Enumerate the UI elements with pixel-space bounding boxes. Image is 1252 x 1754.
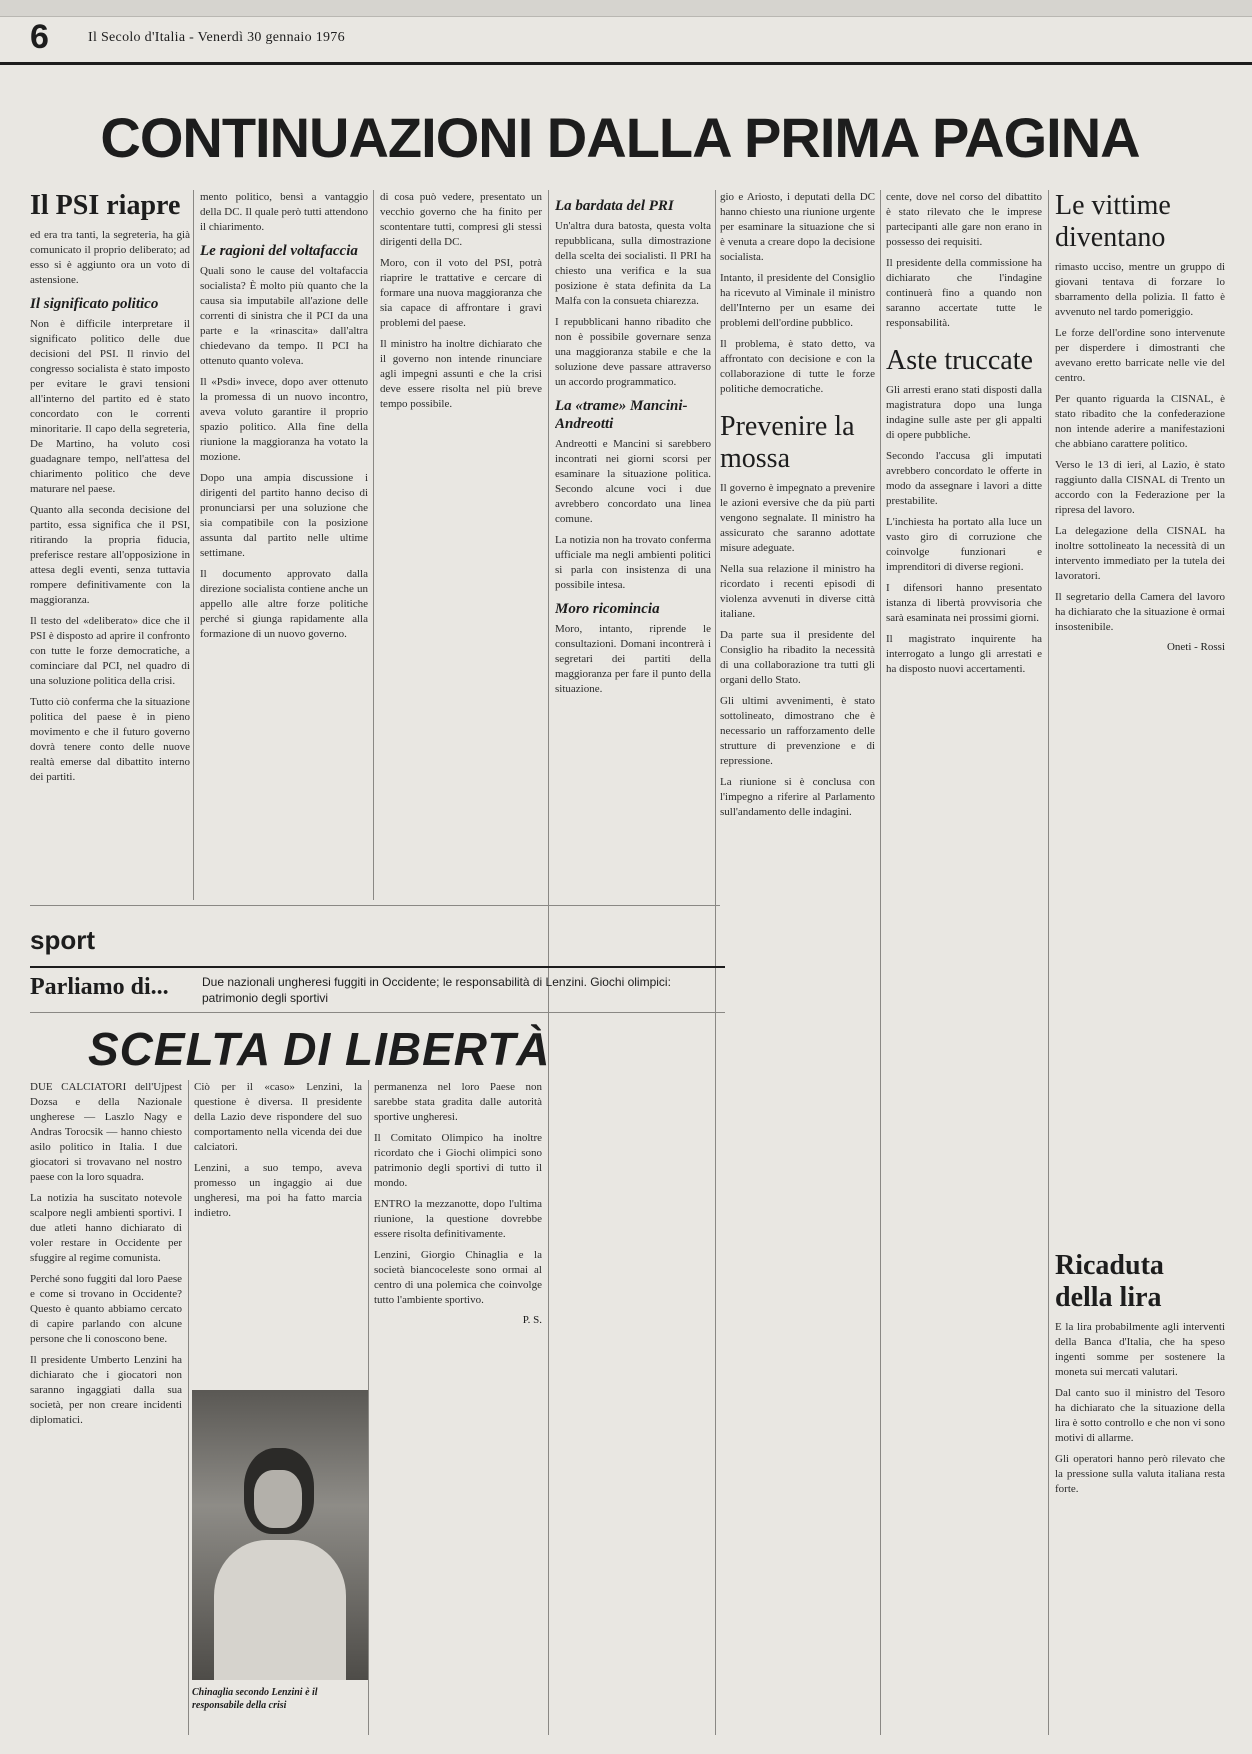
column-rule	[1048, 190, 1049, 1735]
article-aste-truccate	[886, 190, 1042, 1730]
sport-column-2	[194, 1080, 362, 1380]
article-paragraph: Ciò per il «caso» Lenzini, la questione è diversa. Il presidente della Lazio deve rispondere del suo comportamento nella vicenda dei due calciatori.	[194, 1081, 362, 1153]
article-signature: P. S.	[522, 1314, 542, 1326]
column-rule	[188, 1080, 189, 1735]
article-paragraph: Andreotti e Mancini si sarebbero incontrati nei giorni scorsi per esaminare la situazione politica. Secondo alcune voci i due avrebbero concordato una linea comune.	[555, 437, 711, 525]
article-title: Ricaduta della lira	[1055, 1250, 1164, 1314]
article-paragraph: Lenzini, Giorgio Chinaglia e la società biancoceleste sono ormai al centro di una polemica che coinvolge tutto l'ambiente sportivo.	[374, 1249, 542, 1306]
article-subhead: Le ragioni del voltafaccia	[200, 243, 358, 259]
article-paragraph: Gli arresti erano stati disposti dalla magistratura dopo una lunga indagine sulle aste per gli appalti di opere pubbliche.	[886, 384, 1042, 442]
article-paragraph: Quanto alla seconda decisione del partito, essa significa che il PSI, ritirando la propria fiducia, preferisce restare all'opposizione in attesa degli eventi, senza tuttavia rompere definitivamente con la maggioranza.	[30, 504, 190, 607]
article-subhead: Il significato politico	[30, 296, 159, 313]
article-title: Il PSI riapre	[30, 190, 181, 221]
column-rule	[715, 190, 716, 1735]
article-paragraph: E la lira probabilmente agli interventi della Banca d'Italia, che ha speso ingenti somme per sostenere la moneta sui mercati valutari.	[1055, 1321, 1225, 1379]
article-lead: ed era tra tanti, la segreteria, ha già comunicato il proprio deliberato; ad esso si è aggiunto ora un voto di astensione.	[30, 229, 190, 287]
column-rule	[880, 190, 881, 1735]
sport-deck: Due nazionali ungheresi fuggiti in Occidente; le responsabilità di Lenzini. Giochi olimpici: patrimonio degli sportivi	[202, 975, 671, 1005]
article-paragraph: Il governo è impegnato a prevenire le azioni eversive che da più parti vengono segnalate. Il ministro ha assicurato che saranno adottate misure adeguate.	[720, 482, 875, 555]
article-subhead: La «trame» Mancini-Andreotti	[555, 398, 688, 432]
column-rule	[193, 190, 194, 900]
article-paragraph: Intanto, il presidente del Consiglio ha ricevuto al Viminale il ministro dell'Interno per un esame dei problemi dell'ordine pubblico.	[720, 272, 875, 329]
article-paragraph: di cosa può vedere, presentato un vecchio governo che ha finito per scontentare tutti, compresi gli stessi dirigenti della DC.	[380, 191, 542, 248]
column-rule	[368, 1080, 369, 1735]
sport-headline: SCELTA DI LIBERTÀ	[88, 1023, 551, 1075]
article-vittime	[1055, 190, 1225, 1240]
scan-top-margin	[0, 0, 1252, 17]
article-paragraph: Il «Psdi» invece, dopo aver ottenuto la promessa di un nuovo incontro, aveva voluto garantire il proprio spazio politico. Alla fine della riunione la maggioranza ha votato la mozione.	[200, 376, 368, 464]
masthead-dateline: Il Secolo d'Italia - Venerdì 30 gennaio 1976	[88, 30, 345, 45]
article-paragraph: La riunione si è conclusa con l'impegno a riferire al Parlamento sull'andamento delle indagini.	[720, 776, 875, 819]
article-paragraph: Un'altra dura batosta, questa volta repubblicana, sulla dimostrazione della scelta dei socialisti. Il PRI ha chiesto una verifica e la sua posizione è stata definita da La Malfa con la consueta chiarezza.	[555, 220, 711, 308]
article-paragraph: rimasto ucciso, mentre un gruppo di giovani tentava di forzare lo sbarramento della polizia. Il fatto è avvenuto nel tardo pomeriggio.	[1055, 261, 1225, 319]
article-subhead: La bardata del PRI	[555, 198, 674, 214]
article-paragraph: DUE CALCIATORI dell'Ujpest Dozsa e della Nazionale ungherese — Laszlo Nagy e Andras Torocsik — hanno chiesto asilo politico in Italia. I due giocatori si trovavano nel nostro paese con la loro squadra.	[30, 1081, 182, 1183]
article-paragraph: I difensori hanno presentato istanza di libertà provvisoria che sarà esaminata nei prossimi giorni.	[886, 582, 1042, 625]
article-ricaduta-lira	[1055, 1250, 1225, 1730]
article-paragraph: Dal canto suo il ministro del Tesoro ha dichiarato che la situazione della lira è sotto controllo e che non vi sono motivi di allarme.	[1055, 1387, 1225, 1445]
article-paragraph: Lenzini, a suo tempo, aveva promesso un ingaggio ai due ungheresi, ma poi ha fatto marcia indietro.	[194, 1162, 362, 1219]
article-paragraph: La notizia non ha trovato conferma ufficiale ma negli ambienti politici si parla con insistenza di una possibile intesa.	[555, 533, 711, 591]
sport-kicker-row	[30, 966, 725, 1013]
article-bardata-pri	[555, 190, 711, 1730]
article-paragraph: ENTRO la mezzanotte, dopo l'ultima riunione, la questione dovrebbe essere risolta definitivamente.	[374, 1198, 542, 1240]
article-paragraph: Per quanto riguarda la CISNAL, è stato ribadito che la confederazione non intende aderire a manifestazioni che abbiano carattere politico.	[1055, 393, 1225, 451]
article-continuation	[380, 190, 542, 900]
article-paragraph: Gli operatori hanno però rilevato che la pressione sulla valuta italiana resta forte.	[1055, 1453, 1225, 1496]
article-paragraph: Perché sono fuggiti dal loro Paese e come si trovano in Occidente? Questo è quanto abbiamo cercato di capire parlando con alcune persone che li conoscono bene.	[30, 1273, 182, 1345]
article-paragraph: Il magistrato inquirente ha interrogato a lungo gli arrestati e ha disposto nuovi accertamenti.	[886, 633, 1042, 676]
article-paragraph: Il Comitato Olimpico ha inoltre ricordato che i Giochi olimpici sono patrimonio degli sportivi di tutto il mondo.	[374, 1132, 542, 1189]
article-signature: Oneti - Rossi	[1166, 641, 1225, 654]
page-header	[0, 16, 1252, 65]
article-paragraph: mento politico, bensì a vantaggio della DC. Il quale però tutti attendono il chiarimento.	[200, 191, 368, 233]
article-paragraph: Il segretario della Camera del lavoro ha dichiarato che la situazione è ormai insostenibile.	[1055, 591, 1225, 634]
article-paragraph: Moro, con il voto del PSI, potrà riaprire le trattative e cercare di formare una nuova maggioranza che sia capace di affrontare i gravi problemi del paese.	[380, 257, 542, 329]
article-paragraph: Il testo del «deliberato» dice che il PSI è disposto ad aprire il confronto con tutte le forze democratiche, a cominciare dal PCI, nel quadro di una soluzione politica della crisi.	[30, 615, 190, 688]
sport-section-tag: sport	[30, 925, 95, 955]
article-paragraph: Gli ultimi avvenimenti, è stato sottolineato, dimostrano che è necessario un rafforzamento delle strutture di prevenzione e di repressione.	[720, 695, 875, 768]
page-number: 6	[30, 18, 49, 56]
article-paragraph: La notizia ha suscitato notevole scalpore negli ambienti sportivi. I due atleti hanno dichiarato di voler restare in Occidente per sfuggire al regime comunista.	[30, 1192, 182, 1264]
article-paragraph: gio e Ariosto, i deputati della DC hanno chiesto una riunione urgente per esaminare la situazione che si è venuta a creare dopo la decisione socialista.	[720, 191, 875, 263]
article-paragraph: Non è difficile interpretare il significato politico delle due decisioni del PSI. Il rinvio del congresso socialista è stato imposto per evitare le gravi tensioni all'interno del partito ed è stato concordato con le correnti minoritarie. Il capo della segreteria, De Martino, ha voluto così guadagnare tempo, nell'attesa del chiarimento politico che deve maturare nel paese.	[30, 318, 190, 496]
article-paragraph: Nella sua relazione il ministro ha ricordato i recenti episodi di violenza avvenuti in diverse città italiane.	[720, 563, 875, 621]
article-paragraph: Il presidente Umberto Lenzini ha dichiarato che i giocatori non saranno ingaggiati dalla sua società, per non creare incidenti diplomatici.	[30, 1354, 182, 1426]
article-paragraph: cente, dove nel corso del dibattito è stato rilevato che le imprese partecipanti alle gare non erano in possesso dei requisiti.	[886, 191, 1042, 248]
article-paragraph: Tutto ciò conferma che la situazione politica del paese è in pieno movimento e che il futuro governo dovrà tenere conto delle nuove realtà emerse dal dibattito interno dei partiti.	[30, 696, 190, 784]
article-paragraph: Moro, intanto, riprende le consultazioni. Domani incontrerà i segretari dei partiti della maggioranza per fare il punto della situazione.	[555, 623, 711, 695]
sport-column-1	[30, 1080, 182, 1735]
article-paragraph: I repubblicani hanno ribadito che non è possibile governare senza una maggioranza stabile e che la soluzione deve passare attraverso un accordo programmatico.	[555, 316, 711, 389]
chinaglia-photo	[192, 1390, 368, 1680]
article-paragraph: Il problema, è stato detto, va affrontato con decisione e con la collaborazione di tutte le forze politiche democratiche.	[720, 338, 875, 395]
article-paragraph: Il ministro ha inoltre dichiarato che il governo non intende rinunciare agli impegni assunti e che la crisi deve essere risolta nel più breve tempo possibile.	[380, 338, 542, 410]
sport-column-label: Parliamo di...	[30, 974, 169, 1000]
article-paragraph: Le forze dell'ordine sono intervenute per disperdere i dimostranti che avevano eretto barricate nelle vie del centro.	[1055, 327, 1225, 385]
article-subhead: Moro ricomincia	[555, 600, 660, 617]
article-paragraph: permanenza nel loro Paese non sarebbe stata gradita dalle autorità sportive ungheresi.	[374, 1081, 542, 1123]
article-paragraph: Dopo una ampia discussione i dirigenti del partito hanno deciso di pronunciarsi per una soluzione che sia compatibile con la posizione assunta dal partito nelle ultime settimane.	[200, 472, 368, 560]
article-title: Le vittime diventano	[1055, 190, 1171, 254]
article-ragioni-voltafaccia	[200, 190, 368, 900]
article-paragraph: La delegazione della CISNAL ha inoltre sottolineato la necessità di un intervento immediato per la tutela dei lavoratori.	[1055, 525, 1225, 583]
article-title: Prevenire la mossa	[720, 411, 855, 475]
article-paragraph: Verso le 13 di ieri, al Lazio, è stato raggiunto dalla CISNAL di Trento un accordo con la Federazione per la ripresa del lavoro.	[1055, 459, 1225, 517]
photo-caption: Chinaglia secondo Lenzini è il responsabile della crisi	[192, 1687, 318, 1711]
article-psi-riapre	[30, 190, 190, 900]
sport-column-3	[374, 1080, 542, 1735]
page-banner-headline: CONTINUAZIONI DALLA PRIMA PAGINA	[100, 106, 1140, 169]
article-title: Aste truccate	[886, 345, 1033, 376]
article-paragraph: Quali sono le cause del voltafaccia socialista? È molto più quanto che la causa sia imputabile all'azione delle correnti di sinistra che il PCI da una parte e la «rinascita» dall'altra chiedevano da tempo. Il PCI ha ottenuto quanto voleva.	[200, 265, 368, 368]
article-prevenire-mossa	[720, 190, 875, 1730]
column-rule	[373, 190, 374, 900]
article-paragraph: L'inchiesta ha portato alla luce un vasto giro di corruzione che coinvolge funzionari e imprenditori di diverse regioni.	[886, 516, 1042, 574]
article-paragraph: Il documento approvato dalla direzione socialista contiene anche un appello alle altre forze politiche perché si giunga rapidamente alla formazione di un nuovo governo.	[200, 568, 368, 641]
article-paragraph: Da parte sua il presidente del Consiglio ha ribadito la necessità di una collaborazione tra tutti gli organi dello Stato.	[720, 629, 875, 687]
column-rule	[548, 190, 549, 1735]
article-paragraph: Secondo l'accusa gli imputati avrebbero concordato le offerte in modo da assegnare i lavori a ditte prestabilite.	[886, 450, 1042, 508]
article-paragraph: Il presidente della commissione ha dichiarato che l'indagine continuerà fino a quando non saranno accertate tutte le responsabilità.	[886, 257, 1042, 329]
